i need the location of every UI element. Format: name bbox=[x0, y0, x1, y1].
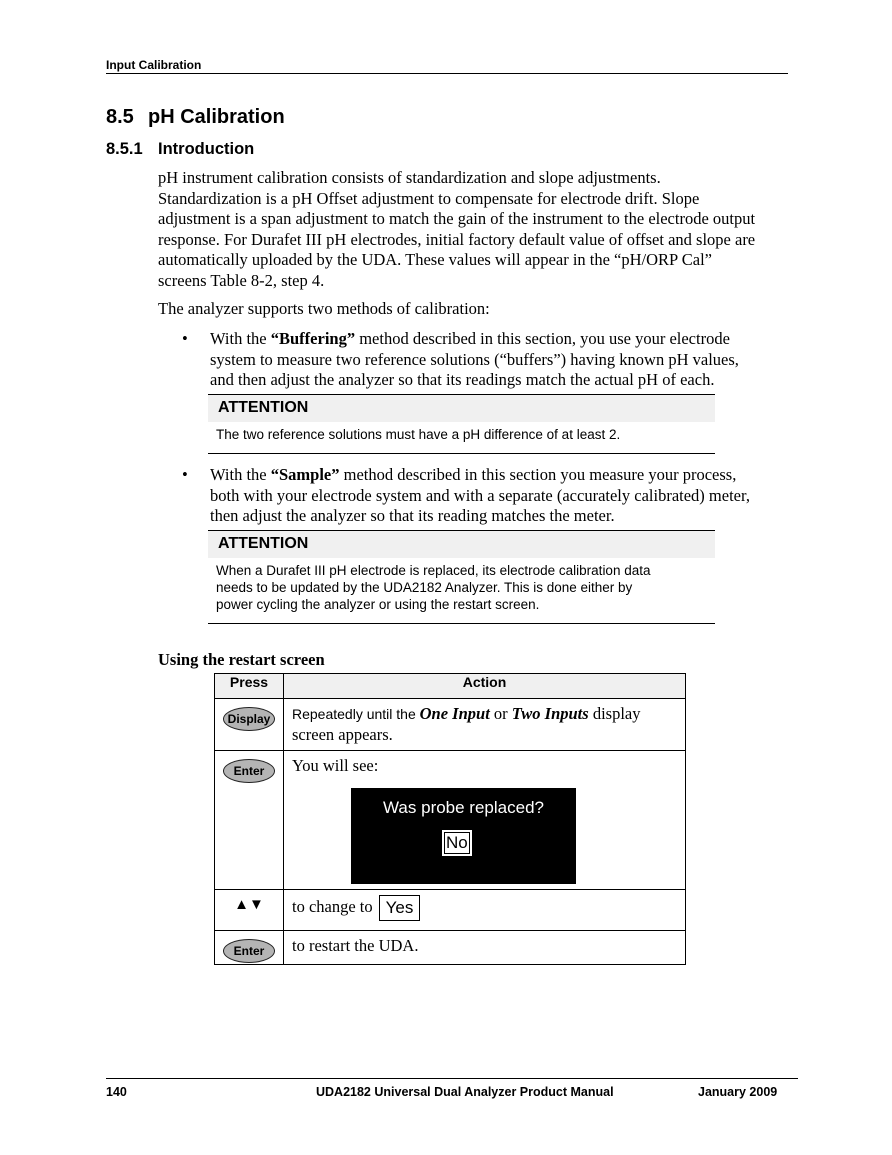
action-text: Repeatedly until the bbox=[292, 706, 420, 722]
bullet-text-line: then adjust the analyzer so that its reading matches the meter. bbox=[210, 506, 615, 525]
table-row bbox=[215, 930, 686, 964]
subsection-number: 8.5.1 bbox=[106, 140, 143, 158]
action-column-header: Action bbox=[284, 674, 686, 699]
action-cell bbox=[284, 751, 686, 890]
bullet-text-pre: With the bbox=[210, 329, 271, 348]
table-row bbox=[215, 751, 686, 890]
screen-selected-value: No bbox=[442, 830, 472, 857]
bullet-text-line: method described in this section you measure your process, bbox=[339, 465, 737, 484]
intro-paragraph bbox=[158, 168, 798, 291]
press-cell bbox=[215, 930, 284, 964]
running-header bbox=[106, 58, 788, 74]
attention-box-ph-difference bbox=[208, 394, 715, 454]
action-text: screen appears. bbox=[292, 724, 393, 744]
attention-heading: ATTENTION bbox=[208, 395, 715, 422]
enter-key-button[interactable]: Enter bbox=[223, 939, 275, 963]
action-cell bbox=[284, 889, 686, 930]
attention-body bbox=[208, 422, 715, 448]
action-text: to restart the UDA. bbox=[292, 935, 419, 955]
attention-heading: ATTENTION bbox=[208, 531, 715, 558]
bullet-text-bold: “Buffering” bbox=[270, 329, 356, 348]
attention-box-electrode-replaced bbox=[208, 530, 715, 624]
press-cell bbox=[215, 889, 284, 930]
action-text: display bbox=[588, 704, 641, 723]
running-header-label: Input Calibration bbox=[106, 58, 202, 72]
action-text: to change to bbox=[292, 896, 373, 916]
bullet-text-line: both with your electrode system and with a separate (accurately calibrated) meter, bbox=[210, 485, 750, 505]
yes-value-box: Yes bbox=[379, 895, 421, 922]
restart-steps-table bbox=[214, 673, 686, 965]
bullet-text-line: and then adjust the analyzer so that its readings match the actual pH of each. bbox=[210, 370, 715, 389]
attention-line: power cycling the analyzer or using the restart screen. bbox=[216, 597, 540, 612]
bullet-text-pre: With the bbox=[210, 465, 271, 484]
action-emphasis: Two Inputs bbox=[511, 704, 589, 723]
table-row bbox=[215, 699, 686, 751]
table-header-row bbox=[215, 674, 686, 699]
section-title: pH Calibration bbox=[148, 106, 285, 128]
section-number: 8.5 bbox=[106, 106, 134, 128]
subsection-title: Introduction bbox=[158, 140, 255, 158]
bullet-dot-icon: • bbox=[182, 465, 188, 484]
publication-date: January 2009 bbox=[698, 1085, 778, 1099]
attention-line: The two reference solutions must have a pH difference of at least 2. bbox=[216, 427, 621, 442]
intro-line: adjustment is a span adjustment to match the gain of the instrument to the electrode output bbox=[158, 209, 756, 228]
attention-line: When a Durafet III pH electrode is replaced, its electrode calibration data bbox=[216, 563, 651, 578]
action-cell bbox=[284, 930, 686, 964]
bullet-text-bold: “Sample” bbox=[270, 465, 340, 484]
intro-line: automatically uploaded by the UDA. These values will appear in the “pH/ORP Cal” bbox=[158, 250, 712, 269]
press-cell bbox=[215, 699, 284, 751]
analyzer-display-screen bbox=[351, 788, 576, 884]
section-heading bbox=[106, 106, 285, 129]
intro-line: Standardization is a pH Offset adjustment to compensate for electrode drift. Slope bbox=[158, 188, 700, 208]
action-emphasis: One Input bbox=[419, 704, 490, 723]
bullet-dot-icon: • bbox=[182, 329, 188, 348]
enter-key-button[interactable]: Enter bbox=[223, 759, 275, 783]
intro-line: response. For Durafet III pH electrodes, initial factory default value of offset and slope are bbox=[158, 229, 756, 249]
screen-prompt: Was probe replaced? bbox=[383, 797, 544, 817]
methods-intro: The analyzer supports two methods of calibration: bbox=[158, 299, 490, 318]
press-cell bbox=[215, 751, 284, 890]
action-cell bbox=[284, 699, 686, 751]
manual-title: UDA2182 Universal Dual Analyzer Product Manual bbox=[316, 1085, 614, 1099]
action-text: You will see: bbox=[292, 756, 379, 775]
page-footer bbox=[106, 1078, 798, 1099]
press-column-header: Press bbox=[215, 674, 284, 699]
restart-screen-heading: Using the restart screen bbox=[158, 650, 325, 669]
attention-body bbox=[208, 558, 715, 618]
bullet-text-line: system to measure two reference solutions (“buffers”) having known pH values, bbox=[210, 349, 739, 369]
table-row bbox=[215, 889, 686, 930]
up-down-arrow-keys-icon[interactable]: ▲▼ bbox=[234, 895, 264, 913]
action-text: or bbox=[489, 704, 512, 723]
intro-line: pH instrument calibration consists of standardization and slope adjustments. bbox=[158, 168, 661, 187]
display-key-button[interactable]: Display bbox=[223, 707, 275, 731]
bullet-text-line: method described in this section, you use your electrode bbox=[355, 329, 730, 348]
page-number: 140 bbox=[106, 1085, 127, 1099]
bullet-text bbox=[210, 329, 798, 391]
attention-line: needs to be updated by the UDA2182 Analyzer. This is done either by bbox=[216, 580, 633, 595]
bullet-text bbox=[210, 465, 798, 527]
intro-line: screens Table 8-2, step 4. bbox=[158, 270, 325, 290]
subsection-heading bbox=[106, 140, 254, 159]
